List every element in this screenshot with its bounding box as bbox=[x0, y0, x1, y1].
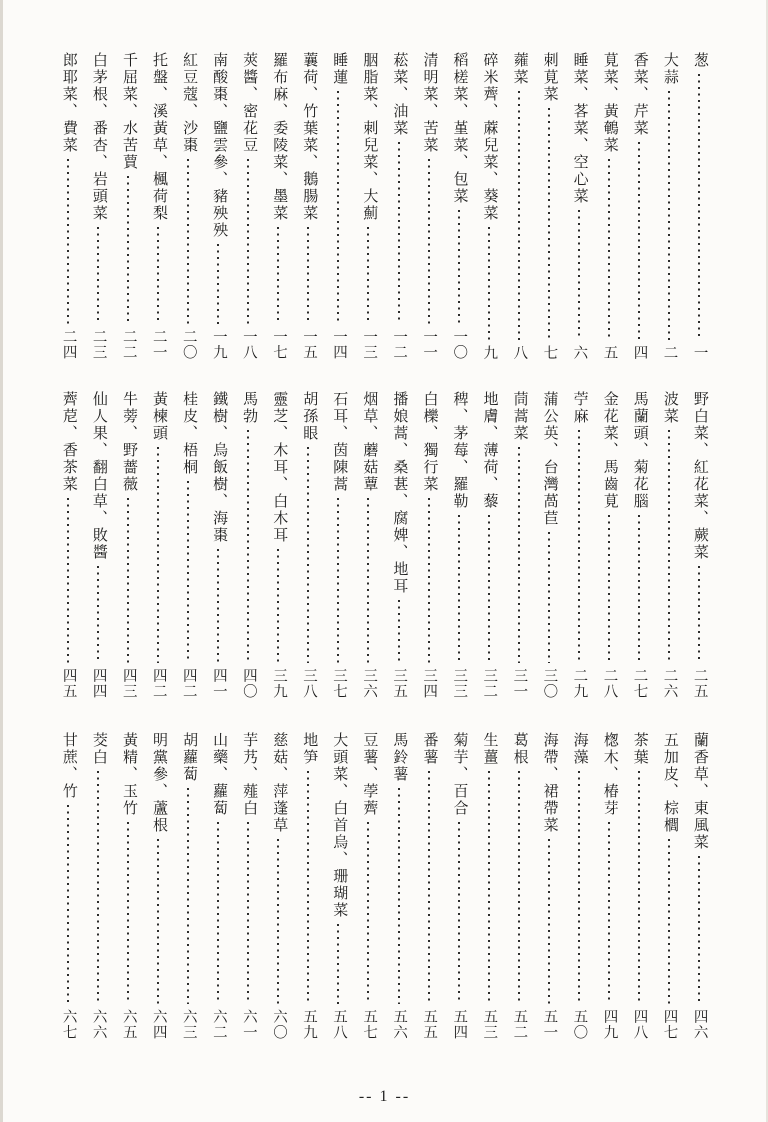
entry-page-number: 一〇 bbox=[451, 329, 468, 360]
dot-leader bbox=[247, 430, 249, 663]
entry-title: 甘蔗、竹 bbox=[60, 732, 77, 800]
entry-title: 蒲公英、台灣萵苣 bbox=[541, 391, 558, 527]
entry-title: 大頭菜、白首烏、珊瑚菜 bbox=[331, 732, 348, 919]
entry-page-number: 六三 bbox=[180, 1009, 197, 1040]
toc-entry bbox=[420, 732, 438, 1040]
toc-entry bbox=[299, 732, 317, 1040]
entry-page-number: 三一 bbox=[511, 668, 528, 699]
entry-title: 菊芋、百合 bbox=[451, 732, 468, 817]
entry-page-number: 三三 bbox=[451, 668, 468, 699]
toc-entry bbox=[450, 732, 468, 1040]
entry-page-number: 三四 bbox=[421, 668, 438, 699]
toc-entry bbox=[510, 391, 528, 699]
entry-title: 莢醬、密花豆 bbox=[241, 52, 258, 154]
entry-title: 南酸棗、鹽雲參、豬殃殃 bbox=[211, 52, 228, 239]
entry-page-number: 二五 bbox=[691, 668, 708, 699]
toc-entry bbox=[600, 52, 618, 360]
entry-title: 黃楝頭 bbox=[151, 391, 168, 442]
dot-leader bbox=[638, 771, 640, 1004]
dot-leader bbox=[548, 532, 550, 663]
entry-title: 紅豆蔻、沙棗 bbox=[181, 52, 198, 154]
entry-page-number: 四六 bbox=[691, 1009, 708, 1040]
toc-entry bbox=[329, 52, 347, 360]
entry-title: 地笋 bbox=[301, 732, 318, 766]
dot-leader bbox=[337, 91, 339, 324]
entry-title: 胡蘿蔔 bbox=[181, 732, 198, 783]
entry-title: 金花菜、馬齒莧 bbox=[601, 391, 618, 510]
entry-title: 胡孫眼 bbox=[301, 391, 318, 442]
entry-title: 播娘蒿、桑葚、腐婢、地耳 bbox=[391, 391, 408, 595]
toc-entry bbox=[690, 732, 708, 1040]
dot-leader bbox=[217, 244, 219, 324]
entry-title: 稗、茅莓、羅勒 bbox=[451, 391, 468, 510]
dot-leader bbox=[67, 159, 69, 324]
entry-page-number: 六五 bbox=[120, 1009, 137, 1040]
entry-title: 豆薯、荸薺 bbox=[361, 732, 378, 817]
toc-entry bbox=[269, 732, 287, 1040]
entry-title: 稻槎菜、堇菜、包菜 bbox=[451, 52, 468, 205]
toc-entry bbox=[359, 52, 377, 360]
toc-entry bbox=[660, 52, 678, 360]
dot-leader bbox=[548, 108, 550, 340]
entry-title: 番薯 bbox=[421, 732, 438, 766]
dot-leader bbox=[458, 210, 460, 324]
entry-page-number: 二三 bbox=[90, 329, 107, 360]
entry-page-number: 六六 bbox=[90, 1009, 107, 1040]
dot-leader bbox=[67, 498, 69, 663]
toc-entry bbox=[209, 52, 227, 360]
dot-leader bbox=[608, 822, 610, 1004]
entry-page-number: 五四 bbox=[451, 1009, 468, 1040]
entry-title: 牛蒡、野薔薇 bbox=[120, 391, 137, 493]
toc-entry bbox=[329, 391, 347, 699]
entry-title: 山藥、蘿蔔 bbox=[211, 732, 228, 817]
dot-leader bbox=[157, 839, 159, 1004]
entry-page-number: 三五 bbox=[391, 668, 408, 699]
toc-entry bbox=[690, 52, 708, 360]
entry-title: 睡菜、茖菜、空心菜 bbox=[571, 52, 588, 205]
toc-entry bbox=[480, 732, 498, 1040]
dot-leader bbox=[127, 176, 129, 324]
entry-page-number: 六二 bbox=[210, 1009, 227, 1040]
dot-leader bbox=[247, 822, 249, 1004]
entry-title: 蘘荷、竹葉菜、鵝腸菜 bbox=[301, 52, 318, 222]
toc-entry bbox=[510, 52, 528, 360]
dot-leader bbox=[608, 515, 610, 663]
dot-leader bbox=[97, 566, 99, 663]
entry-title: 托盤、溪黃草、楓荷梨 bbox=[151, 52, 168, 222]
toc-entry bbox=[359, 732, 377, 1040]
dot-leader bbox=[698, 856, 700, 1004]
dot-leader bbox=[307, 771, 309, 1004]
entry-title: 碎米薺、蔴兒菜、葵菜 bbox=[481, 52, 498, 222]
toc-entry bbox=[660, 391, 678, 699]
dot-leader bbox=[668, 430, 670, 663]
dot-leader bbox=[668, 91, 670, 340]
entry-page-number: 四三 bbox=[120, 668, 137, 699]
dot-leader bbox=[97, 227, 99, 324]
entry-title: 茭白 bbox=[90, 732, 107, 766]
entry-page-number: 一九 bbox=[210, 329, 227, 360]
dot-leader bbox=[217, 549, 219, 663]
toc-section-3 bbox=[59, 732, 708, 1040]
toc-entry bbox=[390, 391, 408, 699]
dot-leader bbox=[307, 227, 309, 324]
dot-leader bbox=[698, 74, 700, 340]
dot-leader bbox=[187, 481, 189, 663]
entry-title: 大蒜 bbox=[661, 52, 678, 86]
entry-page-number: 五〇 bbox=[571, 1009, 588, 1040]
toc-entry bbox=[630, 732, 648, 1040]
entry-page-number: 六七 bbox=[60, 1009, 77, 1040]
entry-title: 馬勃 bbox=[241, 391, 258, 425]
entry-page-number: 二一 bbox=[150, 329, 167, 360]
entry-page-number: 三二 bbox=[481, 668, 498, 699]
entry-page-number: 四四 bbox=[90, 668, 107, 699]
entry-page-number: 五二 bbox=[511, 1009, 528, 1040]
toc-entry bbox=[600, 732, 618, 1040]
dot-leader bbox=[367, 498, 369, 663]
dot-leader bbox=[518, 91, 520, 340]
entry-page-number: 二八 bbox=[601, 668, 618, 699]
entry-title: 桂皮、梧桐 bbox=[181, 391, 198, 476]
toc-entry bbox=[390, 732, 408, 1040]
entry-page-number: 一一 bbox=[421, 329, 438, 360]
toc-entry bbox=[299, 391, 317, 699]
entry-page-number: 四二 bbox=[150, 668, 167, 699]
toc-entry bbox=[179, 732, 197, 1040]
toc-entry bbox=[179, 52, 197, 360]
toc-section-1 bbox=[59, 52, 708, 360]
toc-entry bbox=[540, 732, 558, 1040]
toc-entry bbox=[510, 732, 528, 1040]
entry-page-number: 四二 bbox=[180, 668, 197, 699]
dot-leader bbox=[698, 566, 700, 663]
toc-entry bbox=[690, 391, 708, 699]
dot-leader bbox=[488, 771, 490, 1004]
entry-page-number: 二四 bbox=[60, 329, 77, 360]
entry-title: 野白菜、紅花菜、蕨菜 bbox=[691, 391, 708, 561]
entry-title: 千屈菜、水苦蕒 bbox=[120, 52, 137, 171]
dot-leader bbox=[97, 771, 99, 1004]
toc-entry bbox=[630, 52, 648, 360]
entry-title: 莧菜、黃鵪菜 bbox=[601, 52, 618, 154]
entry-page-number: 五 bbox=[601, 344, 618, 360]
dot-leader bbox=[67, 805, 69, 1004]
entry-title: 芋艿、薤白 bbox=[241, 732, 258, 817]
entry-title: 鐵樹、烏飯樹、海棗 bbox=[211, 391, 228, 544]
entry-title: 葱 bbox=[691, 52, 708, 69]
toc-entry bbox=[269, 52, 287, 360]
entry-title: 五加皮、棕櫚 bbox=[661, 732, 678, 834]
dot-leader bbox=[187, 159, 189, 324]
dot-leader bbox=[277, 839, 279, 1004]
entry-page-number: 三九 bbox=[270, 668, 287, 699]
entry-title: 蘭香草、東風菜 bbox=[691, 732, 708, 851]
entry-page-number: 一五 bbox=[300, 329, 317, 360]
entry-page-number: 四九 bbox=[601, 1009, 618, 1040]
entry-page-number: 二二 bbox=[120, 329, 137, 360]
dot-leader bbox=[127, 822, 129, 1004]
toc-entry bbox=[299, 52, 317, 360]
toc-entry bbox=[450, 52, 468, 360]
entry-page-number: 一七 bbox=[270, 329, 287, 360]
toc-entry bbox=[480, 52, 498, 360]
dot-leader bbox=[428, 771, 430, 1004]
entry-title: 茶葉 bbox=[631, 732, 648, 766]
toc-entry bbox=[89, 391, 107, 699]
dot-leader bbox=[398, 142, 400, 324]
toc-entry bbox=[149, 732, 167, 1040]
toc-entry bbox=[390, 52, 408, 360]
entry-title: 香菜、芹菜 bbox=[631, 52, 648, 137]
entry-page-number: 一三 bbox=[361, 329, 378, 360]
dot-leader bbox=[127, 498, 129, 663]
entry-page-number: 一四 bbox=[331, 329, 348, 360]
entry-page-number: 五七 bbox=[361, 1009, 378, 1040]
entry-title: 薺苨、香茶菜 bbox=[60, 391, 77, 493]
entry-page-number: 二〇 bbox=[180, 329, 197, 360]
dot-leader bbox=[608, 159, 610, 340]
entry-title: 生薑 bbox=[481, 732, 498, 766]
entry-page-number: 五九 bbox=[300, 1009, 317, 1040]
entry-page-number: 三七 bbox=[331, 668, 348, 699]
toc-entry bbox=[209, 391, 227, 699]
entry-title: 馬鈴薯 bbox=[391, 732, 408, 783]
entry-page-number: 五三 bbox=[481, 1009, 498, 1040]
entry-page-number: 六一 bbox=[240, 1009, 257, 1040]
dot-leader bbox=[428, 159, 430, 324]
dot-leader bbox=[157, 447, 159, 663]
entry-page-number: 四〇 bbox=[240, 668, 257, 699]
entry-title: 慈菇、萍蓬草 bbox=[271, 732, 288, 834]
entry-title: 明黨參、蘆根 bbox=[151, 732, 168, 834]
dot-leader bbox=[578, 210, 580, 340]
entry-title: 葛根 bbox=[511, 732, 528, 766]
toc-entry bbox=[89, 732, 107, 1040]
toc-entry bbox=[329, 732, 347, 1040]
entry-page-number: 四八 bbox=[631, 1009, 648, 1040]
entry-page-number: 六 bbox=[571, 344, 588, 360]
dot-leader bbox=[157, 227, 159, 324]
toc-entry bbox=[239, 52, 257, 360]
entry-page-number: 三八 bbox=[300, 668, 317, 699]
entry-title: 海帶、裙帶菜 bbox=[541, 732, 558, 834]
toc-entry bbox=[540, 391, 558, 699]
entry-page-number: 三六 bbox=[361, 668, 378, 699]
entry-title: 郎耶菜、費菜 bbox=[60, 52, 77, 154]
entry-page-number: 五六 bbox=[391, 1009, 408, 1040]
toc-entry bbox=[570, 391, 588, 699]
entry-title: 刺莧菜 bbox=[541, 52, 558, 103]
toc-entry bbox=[59, 52, 77, 360]
toc-entry bbox=[540, 52, 558, 360]
entry-title: 地膚、薄荷、藜 bbox=[481, 391, 498, 510]
toc-entry bbox=[450, 391, 468, 699]
toc-entry bbox=[239, 391, 257, 699]
entry-page-number: 五八 bbox=[331, 1009, 348, 1040]
toc-entry bbox=[420, 391, 438, 699]
dot-leader bbox=[548, 839, 550, 1004]
entry-page-number: 四五 bbox=[60, 668, 77, 699]
entry-title: 睡蓮 bbox=[331, 52, 348, 86]
toc-entry bbox=[570, 52, 588, 360]
entry-title: 菘菜、油菜 bbox=[391, 52, 408, 137]
toc-section-2 bbox=[59, 391, 708, 699]
entry-title: 楤木、椿芽 bbox=[601, 732, 618, 817]
entry-title: 烟草、蘑菇蕈 bbox=[361, 391, 378, 493]
page-number-footer: -- 1 -- bbox=[358, 1088, 411, 1105]
toc-entry bbox=[660, 732, 678, 1040]
entry-page-number: 八 bbox=[511, 344, 528, 360]
dot-leader bbox=[277, 227, 279, 324]
toc-entry bbox=[630, 391, 648, 699]
toc-entry bbox=[59, 391, 77, 699]
toc-entry bbox=[480, 391, 498, 699]
entry-title: 波菜 bbox=[661, 391, 678, 425]
entry-title: 清明菜、苦菜 bbox=[421, 52, 438, 154]
toc-entry bbox=[359, 391, 377, 699]
entry-page-number: 九 bbox=[481, 344, 498, 360]
dot-leader bbox=[307, 447, 309, 663]
dot-leader bbox=[488, 515, 490, 663]
dot-leader bbox=[337, 924, 339, 1004]
dot-leader bbox=[638, 142, 640, 340]
entry-title: 靈芝、木耳、白木耳 bbox=[271, 391, 288, 544]
entry-page-number: 五五 bbox=[421, 1009, 438, 1040]
entry-page-number: 四七 bbox=[661, 1009, 678, 1040]
entry-page-number: 六〇 bbox=[270, 1009, 287, 1040]
entry-page-number: 四一 bbox=[210, 668, 227, 699]
toc-entry bbox=[119, 52, 137, 360]
entry-title: 羅布麻、委陵菜、墨菜 bbox=[271, 52, 288, 222]
dot-leader bbox=[638, 515, 640, 663]
entry-title: 蕹菜 bbox=[511, 52, 528, 86]
entry-title: 仙人果、翻白草、敗醬 bbox=[90, 391, 107, 561]
entry-title: 胭脂菜、刺兒菜、大薊 bbox=[361, 52, 378, 222]
toc-entry bbox=[149, 391, 167, 699]
dot-leader bbox=[337, 498, 339, 663]
toc-entry bbox=[89, 52, 107, 360]
toc-entry bbox=[119, 391, 137, 699]
entry-title: 海藻 bbox=[571, 732, 588, 766]
dot-leader bbox=[217, 822, 219, 1004]
dot-leader bbox=[668, 839, 670, 1004]
dot-leader bbox=[488, 227, 490, 340]
dot-leader bbox=[458, 822, 460, 1004]
entry-title: 白櫟、獨行菜 bbox=[421, 391, 438, 493]
entry-page-number: 六四 bbox=[150, 1009, 167, 1040]
dot-leader bbox=[518, 771, 520, 1004]
entry-page-number: 一二 bbox=[391, 329, 408, 360]
toc-entry bbox=[209, 732, 227, 1040]
entry-page-number: 一八 bbox=[240, 329, 257, 360]
dot-leader bbox=[247, 159, 249, 324]
entry-page-number: 三〇 bbox=[541, 668, 558, 699]
toc-entry bbox=[239, 732, 257, 1040]
entry-title: 馬蘭頭、菊花腦 bbox=[631, 391, 648, 510]
entry-page-number: 二六 bbox=[661, 668, 678, 699]
entry-title: 石耳、茵陳蒿 bbox=[331, 391, 348, 493]
toc-entry bbox=[420, 52, 438, 360]
toc-entry bbox=[59, 732, 77, 1040]
entry-page-number: 一 bbox=[691, 344, 708, 360]
dot-leader bbox=[187, 788, 189, 1004]
dot-leader bbox=[367, 822, 369, 1004]
entry-page-number: 五一 bbox=[541, 1009, 558, 1040]
entry-page-number: 七 bbox=[541, 344, 558, 360]
entry-page-number: 二 bbox=[661, 344, 678, 360]
entry-page-number: 二七 bbox=[631, 668, 648, 699]
dot-leader bbox=[578, 430, 580, 663]
dot-leader bbox=[367, 227, 369, 324]
entry-title: 黃精、玉竹 bbox=[120, 732, 137, 817]
entry-title: 茼蒿菜 bbox=[511, 391, 528, 442]
dot-leader bbox=[428, 498, 430, 663]
entry-page-number: 四 bbox=[631, 344, 648, 360]
entry-page-number: 二九 bbox=[571, 668, 588, 699]
toc-entry bbox=[179, 391, 197, 699]
toc-entry bbox=[149, 52, 167, 360]
toc-entry bbox=[119, 732, 137, 1040]
dot-leader bbox=[398, 788, 400, 1004]
dot-leader bbox=[578, 771, 580, 1004]
dot-leader bbox=[277, 549, 279, 663]
dot-leader bbox=[458, 515, 460, 663]
toc-entry bbox=[600, 391, 618, 699]
toc-entry bbox=[269, 391, 287, 699]
entry-title: 白茅根、番杏、岩頭菜 bbox=[90, 52, 107, 222]
entry-title: 苧麻 bbox=[571, 391, 588, 425]
dot-leader bbox=[398, 600, 400, 663]
dot-leader bbox=[518, 447, 520, 663]
toc-entry bbox=[570, 732, 588, 1040]
